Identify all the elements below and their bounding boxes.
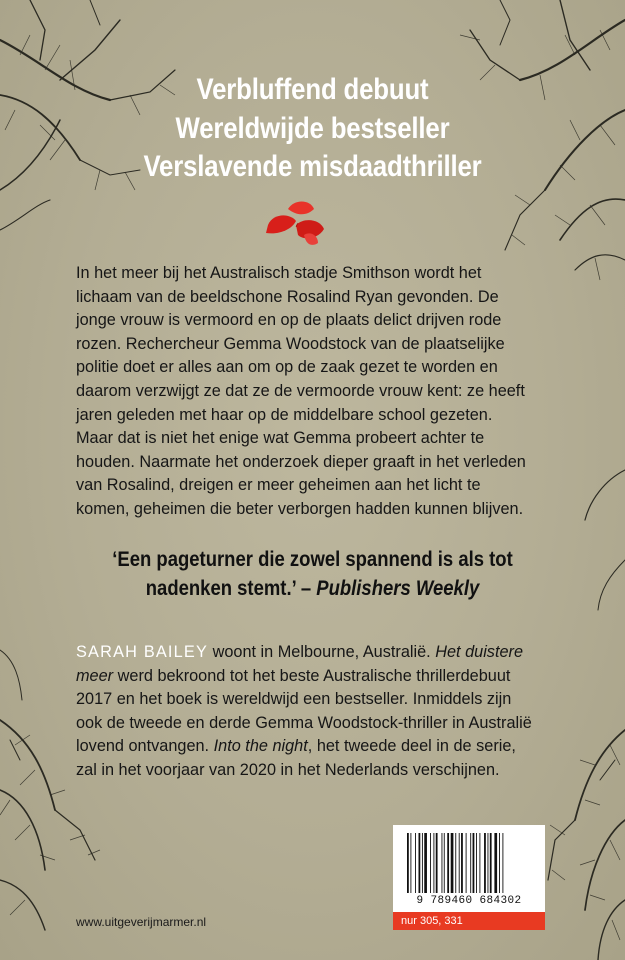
quote-line-1: ‘Een pageturner die zowel spannend is als tot [112,548,513,571]
isbn-barcode [393,825,545,930]
author-bio-line: 2017 en het boek is wereldwijd een bestseller. Inmiddels zijn [76,690,512,709]
headline-3: Verslavende misdaadthriller [143,150,482,183]
author-bio-text: werd bekroond tot het beste Australische thrillerdebuut [113,666,511,685]
rose-petals-illustration [258,195,338,250]
author-bio-text: woont in Melbourne, Australië. [208,643,436,661]
author-bio-text: lovend ontvangen. [76,737,214,756]
synopsis-line: In het meer bij het Australisch stadje Smithson wordt het [76,264,482,282]
synopsis-line: jaren geleden met haar op de middelbare school gezeten. [76,405,493,424]
synopsis-line: Maar dat is niet het enige wat Gemma probeert achter te [76,429,485,448]
synopsis-line: jonge vrouw is vermoord en op de plaats delict drijven rode [76,311,502,330]
synopsis-line: rozen. Rechercheur Gemma Woodstock van de plaatselijke [76,334,505,353]
sequel-title-italic: Into the night [213,737,308,756]
book-title-italic: Het duistere [435,643,524,661]
isbn-digits: 9 789460 684302 [416,895,522,907]
headline-1: Verbluffend debuut [196,73,429,106]
author-bio-line [76,665,566,689]
author-bio [76,641,566,783]
quote-line-2 [38,574,588,603]
synopsis-line: komen, geheimen die beter verborgen hadden kunnen blijven. [76,499,524,518]
synopsis-line: lichaam van de beeldschone Rosalind Ryan gevonden. De [76,287,499,306]
author-bio-line [76,641,566,665]
book-title-italic: meer [76,666,114,685]
author-name: SARAH BAILEY [76,643,209,661]
synopsis-line: daarom verzwijgt ze dat ze de vermoorde vrouw kent: ze heeft [76,381,525,400]
barcode-bars [407,833,531,893]
headline-2: Wereldwijde bestseller [175,112,450,145]
synopsis-line: houden. Naarmate het onderzoek dieper graaft in het verleden [76,452,526,471]
synopsis [76,262,556,522]
author-bio-line [76,735,566,759]
nur-code-label: nur 305, 331 [393,912,545,930]
quote-text: nadenken stemt.’ – [145,577,317,600]
author-bio-line: zal in het voorjaar van 2020 in het Nederlands verschijnen. [76,760,500,779]
publisher-website[interactable]: www.uitgeverijmarmer.nl [76,915,207,929]
synopsis-line: politie doet er alles aan om op de zaak gezet te worden en [76,358,498,377]
author-bio-line: ook de tweede en derde Gemma Woodstock-thriller in Australië [76,713,532,732]
synopsis-line: van Rosalind, dreigen er meer geheimen aan het licht te [76,476,481,495]
author-bio-text: , het tweede deel in de serie, [307,737,516,756]
review-quote [38,545,588,603]
quote-source: Publishers Weekly [316,577,480,600]
